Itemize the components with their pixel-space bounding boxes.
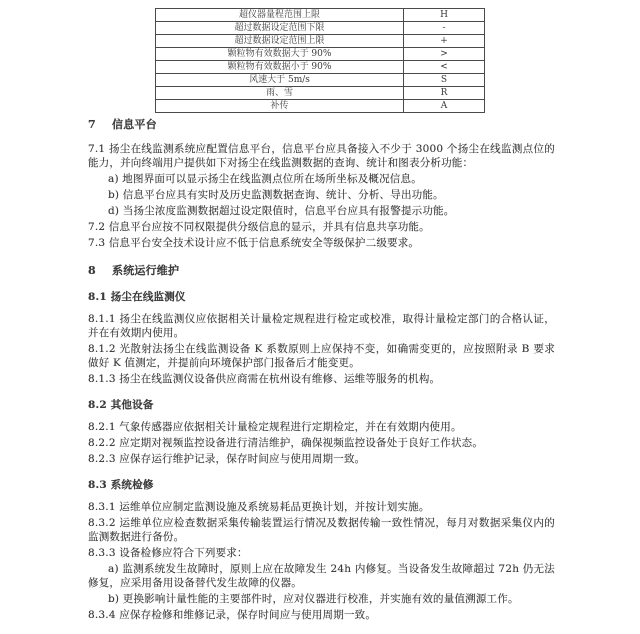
table-row bbox=[156, 87, 485, 100]
subsection-8-3-heading: 8.3 系统检修 bbox=[88, 479, 154, 491]
flag-description: 雨、雪 bbox=[156, 87, 404, 100]
table-row bbox=[156, 48, 485, 61]
table-row bbox=[156, 100, 485, 113]
flag-symbol: S bbox=[404, 74, 485, 87]
section-8-title: 系统运行维护 bbox=[112, 264, 180, 277]
flag-symbol: A bbox=[404, 100, 485, 113]
section-7-number: 7 bbox=[88, 118, 96, 131]
clause-8-1-2: 8.1.2 光散射法扬尘在线监测设备 K 系数原则上应保持不变，如确需变更的，应按照附录 B 要求做好 K 值测定，并提前向环境保护部门报备后才能变更。 bbox=[88, 343, 555, 369]
flag-description: 超过数据设定范围下限 bbox=[156, 22, 404, 35]
flag-description: 颗粒物有效数据大于 90% bbox=[156, 48, 404, 61]
section-7-heading bbox=[88, 118, 555, 132]
clause-8-3-3-item-a: a) 监测系统发生故障时，原则上应在故障发生 24h 内修复。当设备发生故障超过 72h 仍无法修复，应采用备用设备替代发生故障的仪器。 bbox=[88, 563, 555, 589]
clause-8-1-3: 8.1.3 扬尘在线监测仪设备供应商需在杭州设有维修、运维等服务的机构。 bbox=[88, 373, 441, 385]
clause-8-2-3: 8.2.3 应保存运行维护记录，保存时间应与使用周期一致。 bbox=[88, 453, 366, 465]
clause-7-1-item-d: d) 当扬尘浓度监测数据超过设定限值时，信息平台应具有报警提示功能。 bbox=[108, 205, 455, 217]
flag-symbol: < bbox=[404, 61, 485, 74]
table-row bbox=[156, 22, 485, 35]
flag-symbol: H bbox=[404, 9, 485, 22]
flag-description: 补传 bbox=[156, 100, 404, 113]
flag-symbol: > bbox=[404, 48, 485, 61]
table-row bbox=[156, 74, 485, 87]
table-row bbox=[156, 35, 485, 48]
flag-description: 颗粒物有效数据小于 90% bbox=[156, 61, 404, 74]
flag-description: 超过数据设定范围上限 bbox=[156, 35, 404, 48]
document-body bbox=[88, 118, 555, 622]
flag-description: 超仪器量程范围上限 bbox=[156, 9, 404, 22]
subsection-8-1-heading: 8.1 扬尘在线监测仪 bbox=[88, 291, 186, 303]
clause-7-2: 7.2 信息平台应按不同权限提供分级信息的显示，并具有信息共享功能。 bbox=[88, 221, 430, 233]
clause-7-1-item-a: a) 地图界面可以显示扬尘在线监测点位所在场所坐标及概况信息。 bbox=[108, 173, 422, 185]
clause-8-2-1: 8.2.1 气象传感器应依据相关计量检定规程进行定期检定，并在有效期内使用。 bbox=[88, 421, 462, 433]
clause-8-3-3-item-b: b) 更换影响计量性能的主要部件时，应对仪器进行校准，并实施有效的量值溯源工作。 bbox=[108, 593, 519, 605]
flag-description: 风速大于 5m/s bbox=[156, 74, 404, 87]
flag-symbol: + bbox=[404, 35, 485, 48]
data-flag-table bbox=[155, 8, 485, 113]
clause-8-3-2: 8.3.2 运维单位应检查数据采集传输装置运行情况及数据传输一致性情况，每月对数据采集仪内的监测数据进行备份。 bbox=[88, 517, 555, 543]
flag-symbol: - bbox=[404, 22, 485, 35]
section-8-heading bbox=[88, 264, 555, 278]
table-row bbox=[156, 61, 485, 74]
subsection-8-2-heading: 8.2 其他设备 bbox=[88, 399, 154, 411]
clause-7-1: 7.1 扬尘在线监测系统应配置信息平台，信息平台应具备接入不少于 3000 个扬尘在线监测点位的能力，并向终端用户提供如下对扬尘在线监测数据的查询、统计和图表分析功能： bbox=[88, 143, 555, 169]
flag-symbol: R bbox=[404, 87, 485, 100]
section-7-title: 信息平台 bbox=[112, 118, 157, 131]
clause-7-3: 7.3 信息平台安全技术设计应不低于信息系统安全等级保护二级要求。 bbox=[88, 237, 420, 249]
clause-8-3-1: 8.3.1 运维单位应制定监测设施及系统易耗品更换计划，并按计划实施。 bbox=[88, 501, 430, 513]
clause-8-3-4: 8.3.4 应保存检修和维修记录，保存时间应与使用周期一致。 bbox=[88, 609, 377, 621]
clause-8-2-2: 8.2.2 应定期对视频监控设备进行清洁维护，确保视频监控设备处于良好工作状态。 bbox=[88, 437, 484, 449]
clause-7-1-item-b: b) 信息平台应具有实时及历史监测数据查询、统计、分析、导出功能。 bbox=[108, 189, 444, 201]
clause-8-1-1: 8.1.1 扬尘在线监测仪应依据相关计量检定规程进行检定或校准，取得计量检定部门的合格认证，并在有效期内使用。 bbox=[88, 313, 555, 339]
table-row bbox=[156, 9, 485, 22]
section-8-number: 8 bbox=[88, 264, 96, 277]
clause-8-3-3: 8.3.3 设备检修应符合下列要求： bbox=[88, 547, 248, 559]
